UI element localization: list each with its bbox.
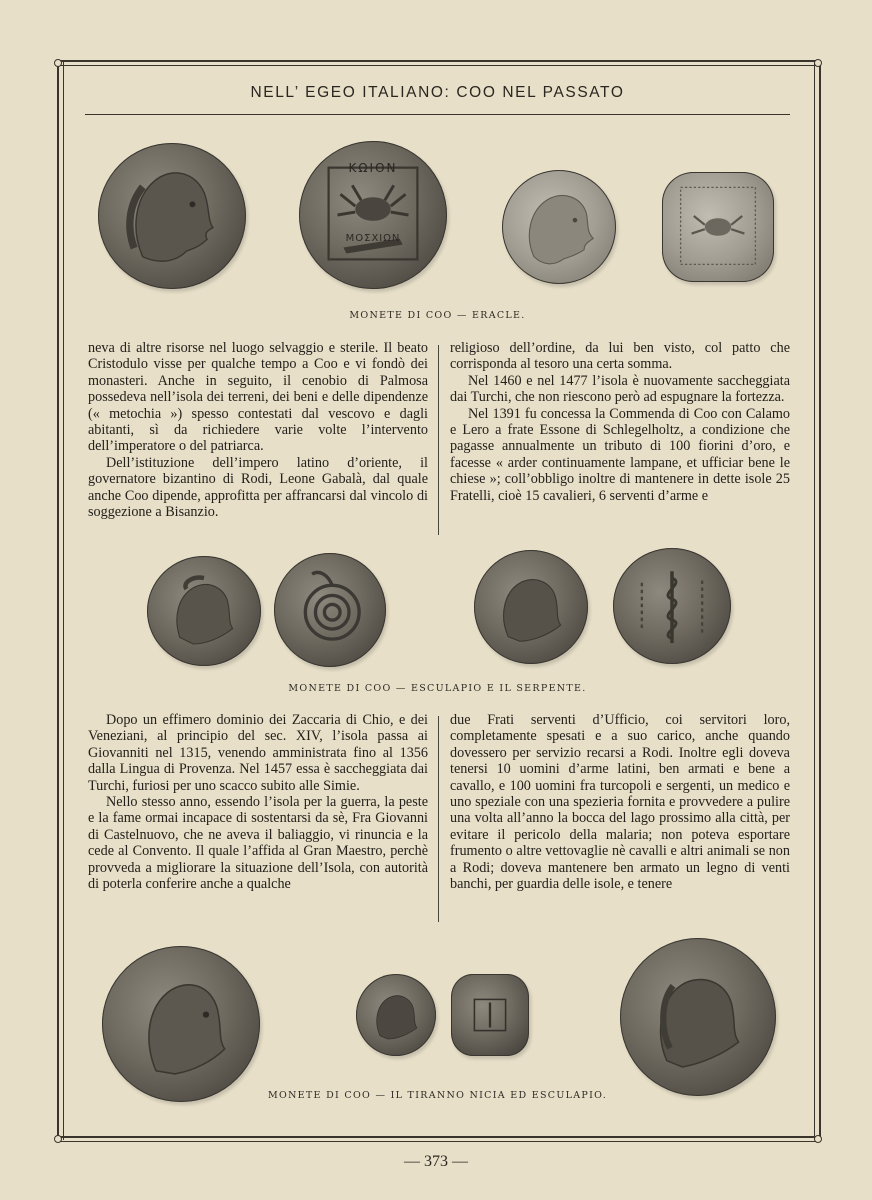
coin-asclepius-small (356, 974, 436, 1056)
text-column-right-1 (450, 340, 790, 504)
coin-staff-small (451, 974, 529, 1056)
crab-icon (662, 172, 774, 282)
paragraph: Nel 1460 e nel 1477 l’isola è nuovamente saccheggiata dai Turchi, che non riescono però ad espugnare la fortezza. (450, 372, 790, 406)
coin-crab-reverse (299, 141, 447, 289)
paragraph: neva di altre risorse nel luogo selvaggio e sterile. Il beato Cristodulo visse per qualche tempo a Coo e vi fondò dei monasteri. Anche in seguito, il cenobio di Palmosa possedeva nell’isola dei terreni, dei beni e delle dipendenze (« metochia ») spesso contestati dal vescovo e dagli abitanti, sì da richiedere varie volte l’intervento dell’imperatore o del patriarca. (88, 340, 428, 455)
coin-nicias-obverse (102, 946, 260, 1102)
coiled-serpent-icon (274, 553, 386, 667)
page-number: — 373 — (404, 1153, 468, 1170)
top-border (57, 60, 819, 66)
corner-ornament (54, 1135, 62, 1143)
text-column-left-2 (88, 712, 428, 892)
coin-staff-reverse (613, 548, 731, 664)
heracles-head-icon (502, 170, 616, 284)
paragraph: Dell’istituzione dell’impero latino d’oriente, il governatore bizantino di Rodi, Leone Gabalà, dal quale anche Coo dipende, approfitta per affrancarsi dal vincolo di soggezione a Bisanzio. (88, 454, 428, 521)
column-rule (438, 716, 439, 922)
paragraph: Nello stesso anno, essendo l’isola per la guerra, la peste e la fame ormai incapace di sostentarsi da sè, Fra Giovanni di Castelnuovo, che ne aveva il baliaggio, vi rinuncia e la cede al Convento. Il quale l’affida al Gran Maestro, perchè provveda a migliorare la situazione dell’Isola, con autorità di poterla conferire anche a qualche (88, 794, 428, 893)
coin-heracles-obverse-small (502, 170, 616, 284)
coin-inscription-bottom: ΜΟΣΧΙΩΝ (345, 233, 401, 244)
heracles-head-icon (98, 143, 246, 289)
corner-ornament (54, 59, 62, 67)
coin-inscription-top: ΚΩΙΟΝ (348, 161, 398, 175)
paragraph: Dopo un effimero dominio dei Zaccaria di Chio, e dei Veneziani, al principio del sec. XIV, l’isola passa ai Giovanniti nel 1315, venendo amministrata fino al 1356 dalla Lingua di Provenza. Nel 1457 essa è saccheggiata dai Turchi, furiosi per uno scacco subito alle Simie. (88, 712, 428, 794)
asclepius-head-icon (356, 974, 436, 1056)
coin-heracles-obverse (98, 143, 246, 289)
paragraph: religioso dell’ordine, da lui ben visto, col patto che corrisponda al tesoro una certa somma. (450, 340, 790, 373)
text-column-left-1 (88, 340, 428, 520)
asclepius-head-icon (147, 556, 261, 666)
paragraph: Nel 1391 fu concessa la Commenda di Coo con Calamo e Lero a frate Essone di Schlegelholtz, a condizione che pagasse annualmente un tributo di 100 fiorini d’oro, e facesse « arder continuamente lampane, et ufficiar bene le chiese »; coll’obbligo inoltre di mantenere in dette isole 25 Fratelli, cioè 15 cavalieri, 6 serventi d’arme e (450, 405, 790, 504)
serpent-staff-icon (451, 974, 529, 1056)
coin-asclepius-large (620, 938, 776, 1096)
header-rule (85, 114, 790, 115)
corner-ornament (814, 1135, 822, 1143)
coin-crab-reverse-small (662, 172, 774, 282)
text-column-right-2 (450, 712, 790, 892)
asclepius-head-icon (474, 550, 588, 664)
running-header: NELL’ EGEO ITALIANO: COO NEL PASSATO (250, 84, 625, 101)
coin-asclepius-obverse (147, 556, 261, 666)
caption-nicia-esculapio: MONETE DI COO — IL TIRANNO NICIA ED ESCULAPIO. (267, 1090, 608, 1101)
serpent-staff-icon (613, 548, 731, 664)
paragraph: due Frati serventi d’Ufficio, coi servitori loro, completamente spesati e a suo carico, anche quando dovessero per servizio recarsi a Rodi. Inoltre egli doveva tenersi 10 uomini d’arme latini, ben armati e bene a cavallo, e 100 uomini fra turcopoli e sergenti, un medico e uno speziale con una spezieria fornita e provvedere a pulire una volta all’anno la bocca del lago prossimo alla città, per evitare il pericolo della malaria; non poteva esportare frumento o altre vettovaglie nè cavalli e altri animali se non a Rodi; doveva mantenere ben armato un legno di venti banchi, per guardia delle isole, e tenere (450, 712, 790, 893)
coin-serpent-reverse (274, 553, 386, 667)
coin-asclepius-obverse-2 (474, 550, 588, 664)
corner-ornament (814, 59, 822, 67)
nicias-head-icon (102, 946, 260, 1102)
caption-eracle: MONETE DI COO — ERACLE. (349, 310, 526, 321)
caption-esculapio-serpente: MONETE DI COO — ESCULAPIO E IL SERPENTE. (288, 683, 587, 694)
bottom-border (57, 1136, 819, 1142)
column-rule (438, 345, 439, 535)
asclepius-head-icon (620, 938, 776, 1096)
